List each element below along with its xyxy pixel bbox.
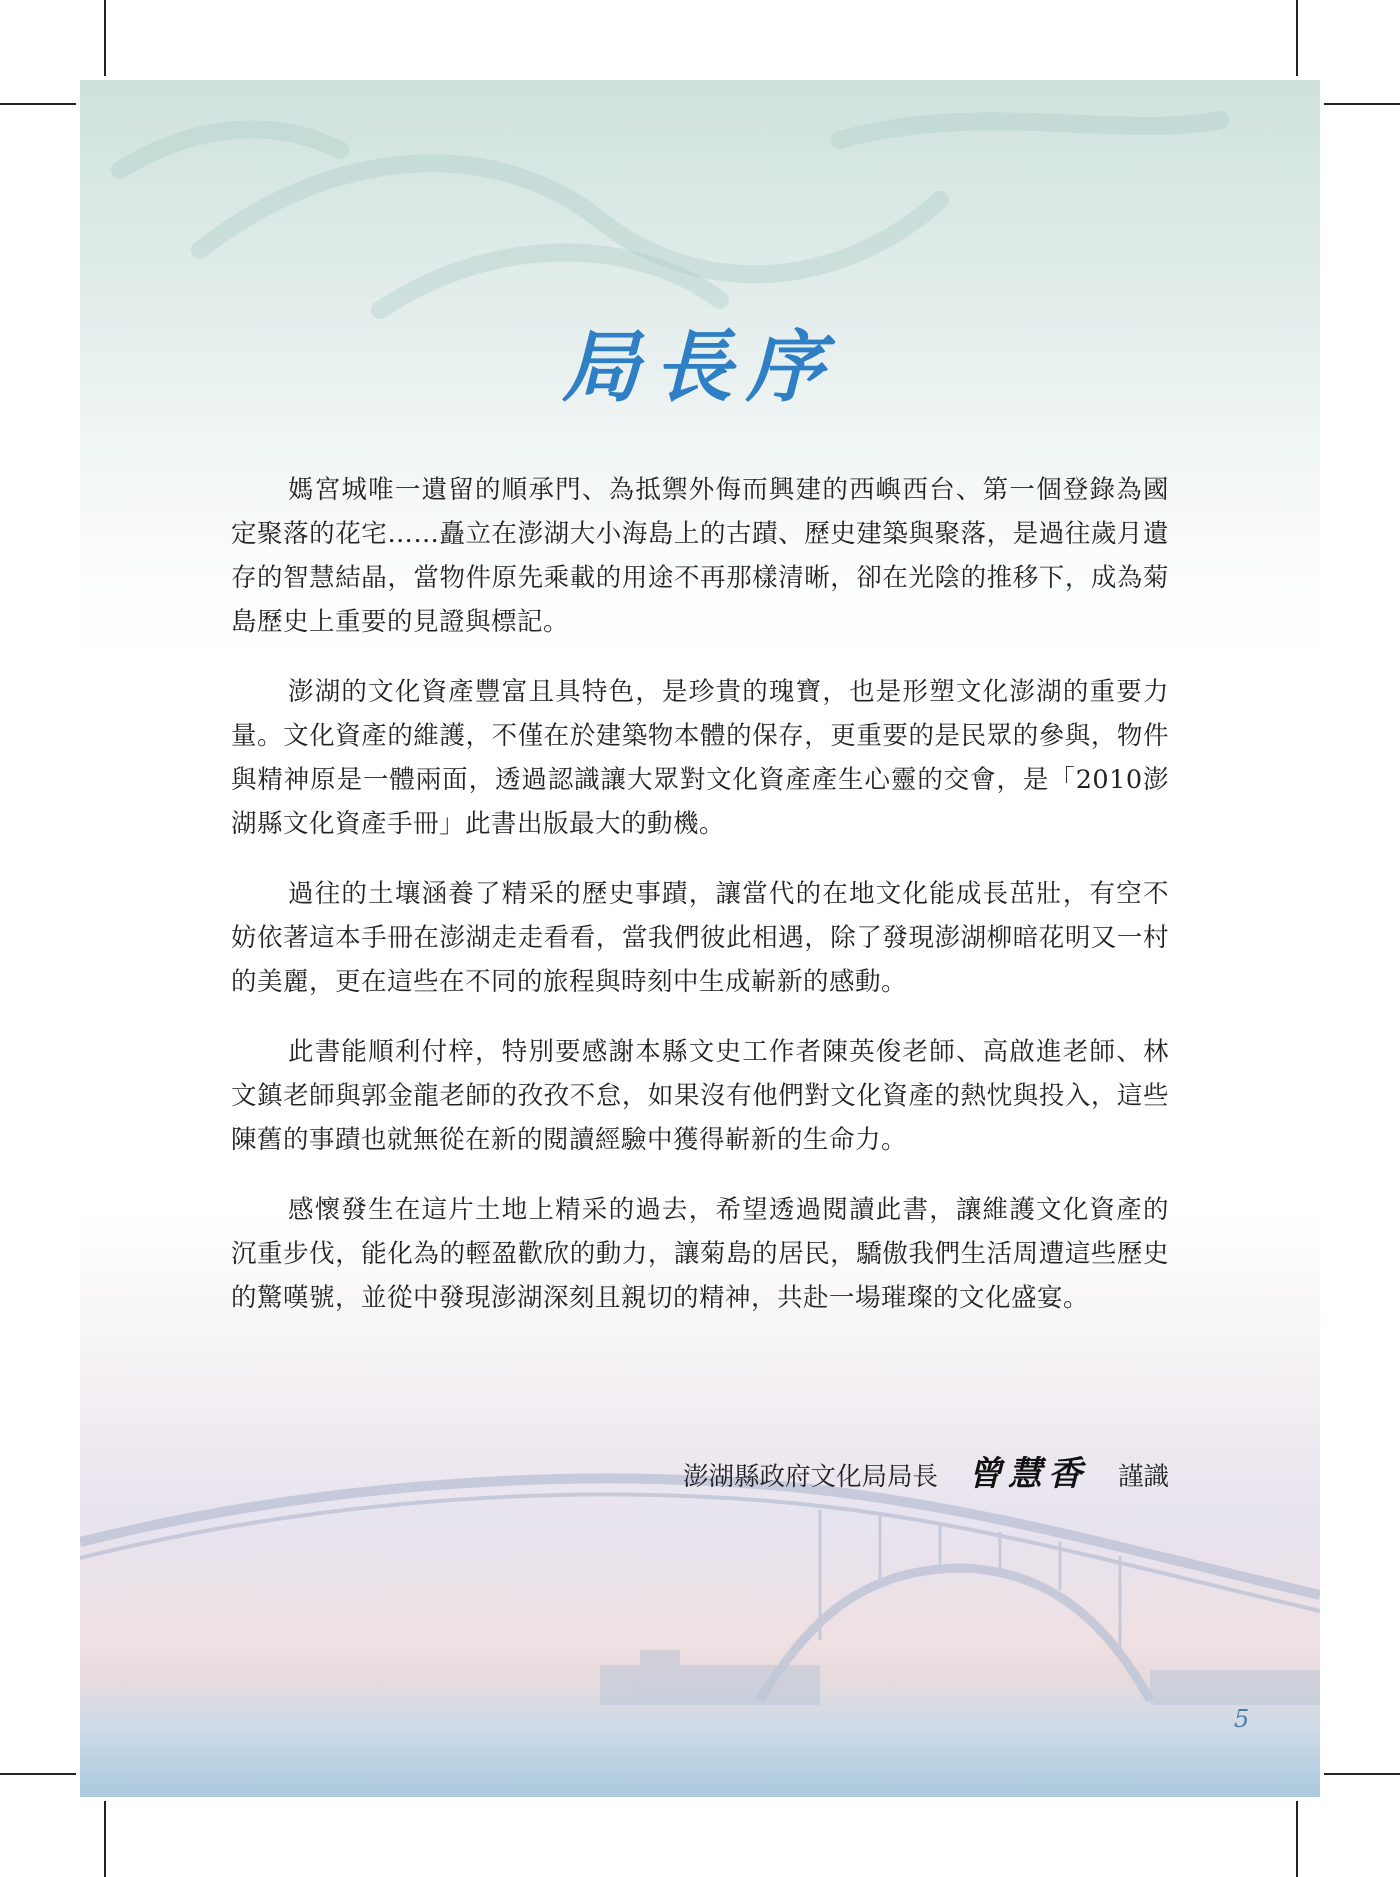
sea-wash xyxy=(80,1640,1320,1797)
crop-mark-top-left-v xyxy=(104,0,106,76)
preface-body xyxy=(231,468,1169,1346)
signature-block xyxy=(683,1446,1169,1495)
crop-mark-bottom-left-h xyxy=(0,1773,76,1775)
signature-position: 澎湖縣政府文化局局長 xyxy=(682,1462,938,1492)
crop-mark-top-right-h xyxy=(1324,103,1400,105)
crop-mark-bottom-right-v xyxy=(1296,1801,1298,1877)
crop-mark-top-right-v xyxy=(1296,0,1298,76)
sky-wisps xyxy=(120,120,1220,310)
signature-closing: 謹識 xyxy=(1117,1462,1169,1492)
page-number: 5 xyxy=(1234,1705,1250,1733)
signature-name: 曾慧香 xyxy=(967,1454,1088,1494)
paragraph-3: 過往的土壤涵養了精采的歷史事蹟，讓當代的在地文化能成長茁壯，有空不妨依著這本手冊在澎湖走走看看，當我們彼此相遇，除了發現澎湖柳暗花明又一村的美麗，更在這些在不同的旅程與時刻中生成嶄新的感動。 xyxy=(231,879,1169,997)
paragraph-2: 澎湖的文化資產豐富且具特色，是珍貴的瑰寶，也是形塑文化澎湖的重要力量。文化資產的維護，不僅在於建築物本體的保存，更重要的是民眾的參與，物件與精神原是一體兩面，透過認識讓大眾對文化資產產生心靈的交會，是「2010澎湖縣文化資產手冊」此書出版最大的動機。 xyxy=(231,677,1169,839)
crop-mark-bottom-right-h xyxy=(1324,1773,1400,1775)
crop-mark-bottom-left-v xyxy=(104,1801,106,1877)
document-page xyxy=(80,80,1320,1797)
paragraph-5: 感懷發生在這片土地上精采的過去，希望透過閱讀此書，讓維護文化資產的沉重步伐，能化為的輕盈歡欣的動力，讓菊島的居民，驕傲我們生活周遭這些歷史的驚嘆號，並從中發現澎湖深刻且親切的精神，共赴一場璀璨的文化盛宴。 xyxy=(231,1195,1169,1313)
crop-mark-top-left-h xyxy=(0,103,76,105)
paragraph-1: 媽宮城唯一遺留的順承門、為抵禦外侮而興建的西嶼西台、第一個登錄為國定聚落的花宅……矗立在澎湖大小海島上的古蹟、歷史建築與聚落，是過往歲月遺存的智慧結晶，當物件原先乘載的用途不再那樣清晰，卻在光陰的推移下，成為菊島歷史上重要的見證與標記。 xyxy=(231,475,1169,637)
paragraph-4: 此書能順利付梓，特別要感謝本縣文史工作者陳英俊老師、高啟進老師、林文鎮老師與郭金龍老師的孜孜不怠，如果沒有他們對文化資產的熱忱與投入，這些陳舊的事蹟也就無從在新的閱讀經驗中獲得嶄新的生命力。 xyxy=(231,1037,1169,1155)
page-title: 局長序 xyxy=(561,322,838,413)
